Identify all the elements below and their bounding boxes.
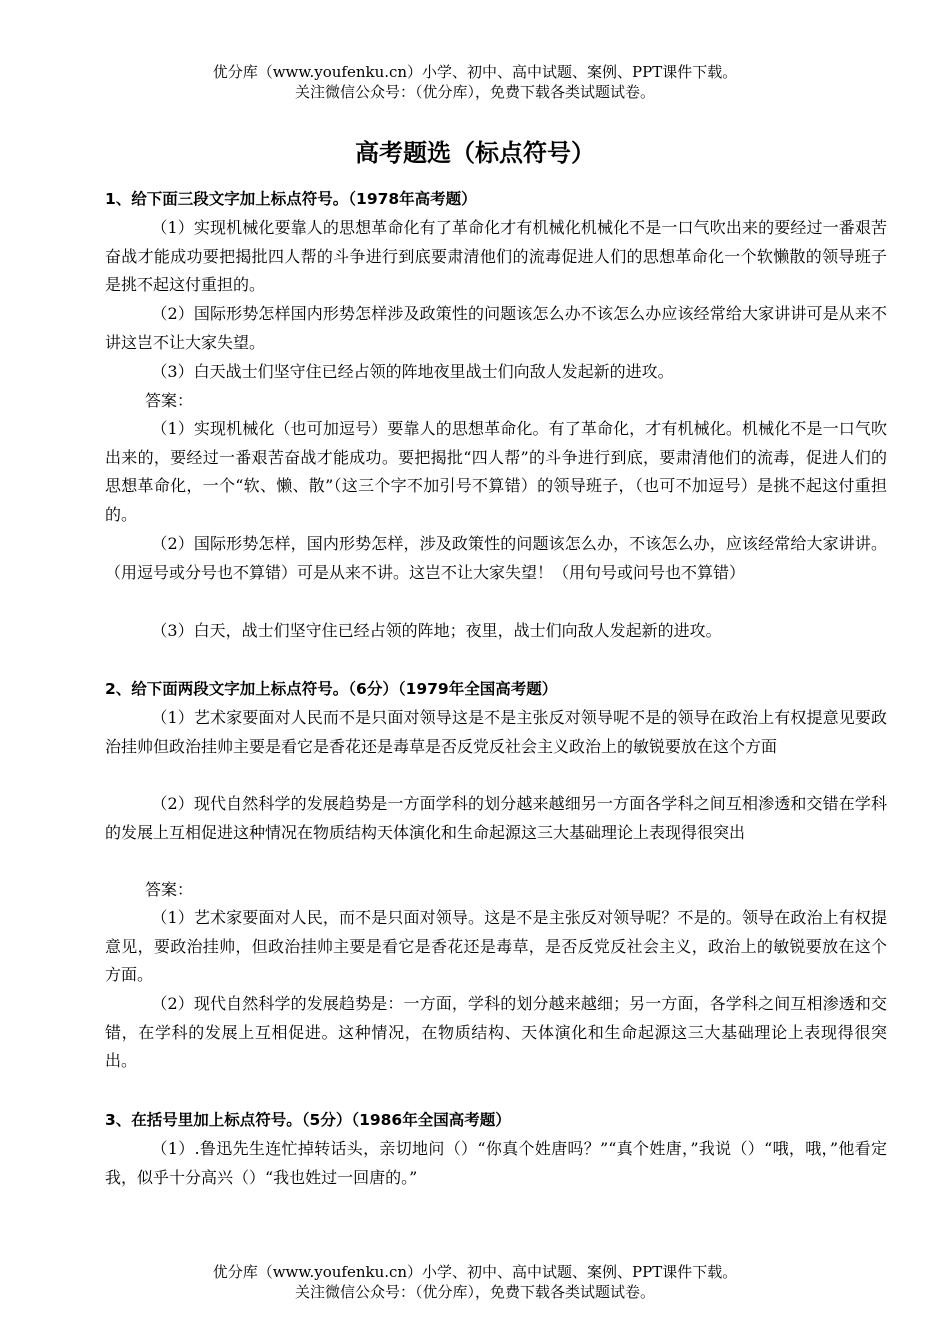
question-1-paragraph-3: （3）白天战士们坚守住已经占领的阵地夜里战士们向敌人发起新的进攻。 bbox=[151, 362, 674, 381]
question-2-answer-1: （1）艺术家要面对人民，而不是只面对领导。这是不是主张反对领导呢？不是的。领导在政治上有权提意见，要政治挂帅，但政治挂帅主要是看它是香花还是毒草，是否反党反社会主义，政治上的敏锐要放在这个方面。 bbox=[105, 908, 887, 984]
question-2-answer-label: 答案： bbox=[145, 880, 194, 899]
page-header bbox=[0, 62, 950, 102]
question-2-paragraph-1: （1）艺术家要面对人民而不是只面对领导这是不是主张反对领导呢不是的领导在政治上有权提意见要政治挂帅但政治挂帅主要是看它是香花还是毒草是否反党反社会主义政治上的敏锐要放在这个方面 bbox=[105, 708, 887, 756]
question-1-paragraph-1: （1）实现机械化要靠人的思想革命化有了革命化才有机械化机械化不是一口气吹出来的要经过一番艰苦奋战才能成功要把揭批四人帮的斗争进行到底要肃清他们的流毒促进人们的思想革命化一个软懒散的领导班子是挑不起这付重担的。 bbox=[105, 218, 887, 294]
footer-line-1: 优分库（www.youfenku.cn）小学、初中、高中试题、案例、PPT课件下载。 bbox=[212, 1263, 738, 1281]
question-1-answer-2: （2）国际形势怎样，国内形势怎样，涉及政策性的问题该怎么办，不该怎么办，应该经常给大家讲讲。（用逗号或分号也不算错）可是从来不讲。这岂不让大家失望！（用句号或问号也不算错） bbox=[105, 534, 887, 582]
question-2-answer-2: （2）现代自然科学的发展趋势是：一方面，学科的划分越来越细；另一方面，各学科之间互相渗透和交错，在学科的发展上互相促进。这种情况，在物质结构、天体演化和生命起源这三大基础理论上表现得很突出。 bbox=[105, 994, 887, 1070]
question-1-paragraph-2: （2）国际形势怎样国内形势怎样涉及政策性的问题该怎么办不该怎么办应该经常给大家讲讲可是从来不讲这岂不让大家失望。 bbox=[105, 304, 887, 352]
question-1-heading: 1、给下面三段文字加上标点符号。（1978年高考题） bbox=[105, 190, 477, 208]
header-line-2: 关注微信公众号：（优分库），免费下载各类试题试卷。 bbox=[294, 83, 655, 101]
question-1-answer-1: （1）实现机械化（也可加逗号）要靠人的思想革命化。有了革命化，才有机械化。机械化不是一口气吹出来的，要经过一番艰苦奋战才能成功。要把揭批“四人帮”的斗争进行到底，要肃清他们的流毒，促进人们的思想革命化，一个“软、懒、散”（这三个字不加引号不算错）的领导班子，（也可不加逗号）是挑不起这付重担的。 bbox=[105, 419, 887, 524]
header-line-1: 优分库（www.youfenku.cn）小学、初中、高中试题、案例、PPT课件下载。 bbox=[212, 63, 738, 81]
page-title: 高考题选（标点符号） bbox=[355, 139, 595, 167]
question-2-heading: 2、给下面两段文字加上标点符号。（6分）（1979年全国高考题） bbox=[105, 680, 558, 698]
footer-line-2: 关注微信公众号：（优分库），免费下载各类试题试卷。 bbox=[294, 1283, 655, 1301]
question-2-paragraph-2: （2）现代自然科学的发展趋势是一方面学科的划分越来越细另一方面各学科之间互相渗透和交错在学科的发展上互相促进这种情况在物质结构天体演化和生命起源这三大基础理论上表现得很突出 bbox=[105, 794, 887, 842]
question-1-answer-label: 答案： bbox=[145, 391, 194, 410]
question-1-answer-3: （3）白天，战士们坚守住已经占领的阵地；夜里，战士们向敌人发起新的进攻。 bbox=[151, 621, 722, 640]
page-footer bbox=[0, 1262, 950, 1302]
question-3-paragraph-1: （1）.鲁迅先生连忙掉转话头，亲切地问（）“你真个姓唐吗？”“真个姓唐，”我说（）“哦，哦，”他看定我，似乎十分高兴（）“我也姓过一回唐的。” bbox=[105, 1139, 887, 1187]
question-3-heading: 3、在括号里加上标点符号。（5分）（1986年全国高考题） bbox=[105, 1111, 511, 1129]
